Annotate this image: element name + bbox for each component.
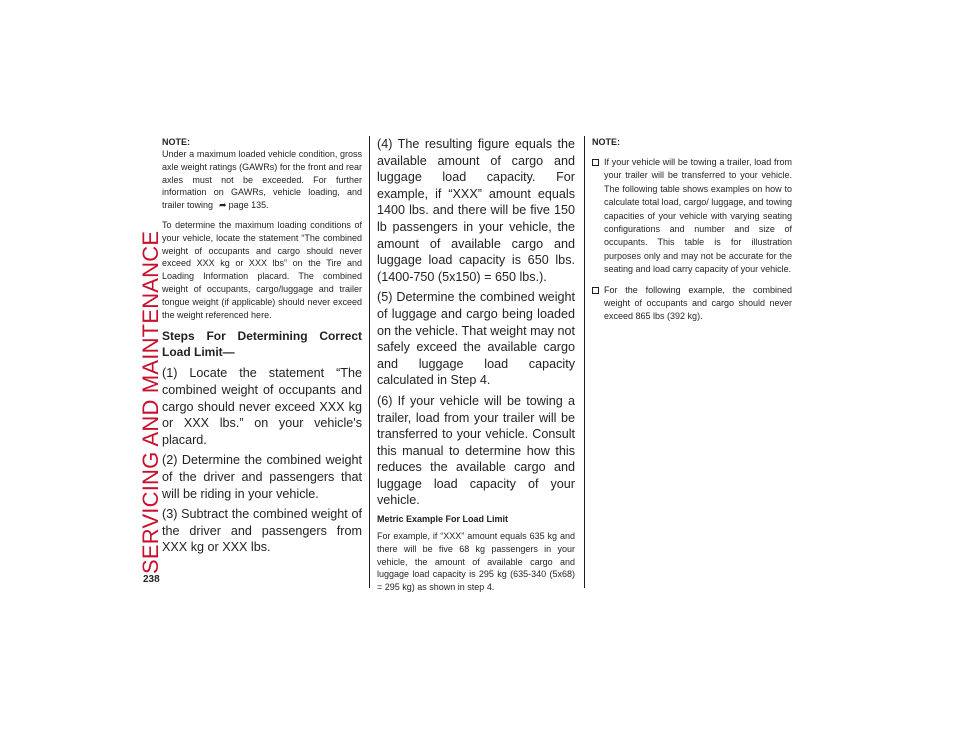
page-reference-link[interactable]: page 135. [228,200,269,211]
step-6: (6) If your vehicle will be towing a trailer, load from your trailer will be transferred to your vehicle. Consult this manual to determine how this reduces the available cargo and luggage load capacity of your vehicle. [377,393,575,508]
metric-example-text: For example, if “XXX” amount equals 635 kg and there will be five 68 kg passengers in your vehicle, the amount of available cargo and luggage load capacity is 295 kg (635-340 (5x68) = 295 kg) as shown in step 4. [377,531,575,593]
step-2: (2) Determine the combined weight of the driver and passengers that will be riding in your vehicle. [162,453,362,501]
list-item [592,284,792,324]
column-divider-left [369,136,370,588]
list-item-text: If your vehicle will be towing a trailer, load from your trailer will be transferred to your vehicle. The following table shows examples on how to calculate total load, cargo/ luggage, and towing capacities of your vehicle with varying seating configurations and number and size of occupants. This table is for illustration purposes only and may not be accurate for the seating and load carry capacity of your vehicle. [604,157,792,275]
column-2 [377,136,575,601]
list-item-text: For the following example, the combined weight of occupants and cargo should never exceed 865 lbs (392 kg). [604,284,792,322]
section-side-title-text: SERVICING AND MAINTENANCE [138,230,163,574]
page-reference-arrow-icon: ➦ [219,200,227,211]
step-1: (1) Locate the statement “The combined weight of occupants and cargo should never exceed XXX kg or XXX lbs.” on your vehicle's placard. [162,366,362,447]
note-text [162,148,362,212]
note-label: NOTE: [592,137,620,147]
column-3 [592,136,792,331]
note-text-body: Under a maximum loaded vehicle condition, gross axle weight ratings (GAWRs) for the front and rear axles must not be exceeded. For further information on GAWRs, vehicle loading, and trailer towing [162,149,362,211]
list-item [592,156,792,277]
column-divider-right [584,136,585,588]
step-5: (5) Determine the combined weight of luggage and cargo being loaded on the vehicle. That weight may not safely exceed the available cargo and luggage load capacity calculated in Step 4. [377,290,575,388]
step-3: (3) Subtract the combined weight of the driver and passengers from XXX kg or XXX lbs. [162,507,362,555]
load-limit-heading: Steps For Determining Correct Load Limit— [162,329,362,360]
max-loading-paragraph: To determine the maximum loading conditions of your vehicle, locate the statement “The combined weight of occupants and cargo should never exceed XXX kg or XXX lbs” on the Tire and Loading Information placard. The combined weight of occupants, cargo/luggage and trailer tongue weight (if applicable) should never exceed the weight referenced here. [162,219,362,320]
step-4: (4) The resulting figure equals the available amount of cargo and luggage load capacity. For example, if “XXX” amount equals 1400 lbs. and there will be five 150 lb passengers in your vehicle, the amount of available cargo and luggage load capacity is 650 lbs. (1400-750 (5x150) = 650 lbs.). [377,137,575,284]
metric-example-heading: Metric Example For Load Limit [377,514,509,525]
note-label: NOTE: [162,137,190,147]
column-1 [162,136,362,560]
page-number: 238 [143,574,160,585]
checkbox-bullet-icon [592,159,599,166]
checkbox-bullet-icon [592,287,599,294]
